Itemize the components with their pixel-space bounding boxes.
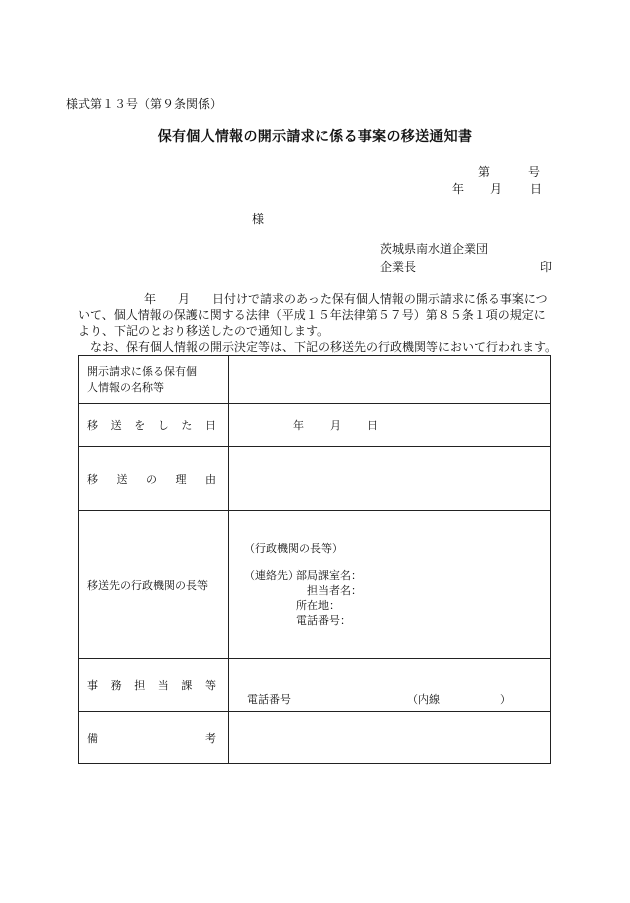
table-row bbox=[79, 447, 551, 511]
label-char: 等 bbox=[204, 679, 216, 692]
label-char: 担 bbox=[134, 679, 146, 692]
request-name-label-line1: 開示請求に係る保有個 bbox=[87, 364, 197, 378]
contact-person: 担当者名： bbox=[307, 584, 362, 597]
label-char: 事 bbox=[87, 679, 98, 692]
number-prefix: 第 bbox=[478, 165, 491, 179]
body-text-line2: いて、個人情報の保護に関する法律（平成１５年法律第５７号）第８５条１項の規定に bbox=[78, 308, 546, 322]
label-char: 課 bbox=[181, 679, 193, 692]
label-char: の bbox=[146, 472, 157, 486]
form-number: 様式第１３号（第９条関係） bbox=[66, 97, 223, 111]
label-char: 由 bbox=[205, 472, 216, 486]
table-row bbox=[79, 659, 551, 712]
issuer-head: 企業長 bbox=[380, 260, 417, 274]
date-month: 月 bbox=[490, 182, 503, 196]
request-name-value[interactable] bbox=[229, 356, 551, 404]
body-paragraph-2 bbox=[78, 339, 558, 355]
table-row bbox=[79, 356, 551, 404]
transfer-date-day: 日 bbox=[367, 419, 378, 432]
office-phone-label: 電話番号 bbox=[247, 693, 291, 706]
label-char: 移 bbox=[87, 472, 98, 486]
remarks-value[interactable] bbox=[229, 712, 551, 764]
body-year: 年 bbox=[144, 292, 157, 306]
table-row bbox=[79, 712, 551, 764]
contact-label: （連絡先） bbox=[244, 569, 299, 582]
table-row bbox=[79, 511, 551, 659]
label-char: 移 bbox=[87, 419, 98, 432]
contact-address: 所在地： bbox=[296, 599, 340, 612]
transfer-reason-label bbox=[79, 447, 229, 511]
label-char: 当 bbox=[157, 679, 169, 692]
body-paragraph-1 bbox=[78, 291, 552, 339]
office-in-charge-label bbox=[79, 659, 229, 712]
transfer-date-value[interactable] bbox=[229, 404, 551, 447]
destination-org-line: （行政機関の長等） bbox=[244, 542, 343, 555]
transfer-reason-value[interactable] bbox=[229, 447, 551, 511]
office-in-charge-value[interactable] bbox=[229, 659, 551, 712]
number-suffix: 号 bbox=[528, 165, 541, 179]
extension-close: ） bbox=[500, 693, 511, 706]
body-text-line3: より、下記のとおり移送したので通知します。 bbox=[78, 324, 330, 338]
transfer-details-table bbox=[78, 355, 551, 764]
label-char: を bbox=[134, 419, 146, 432]
body-month: 月 bbox=[178, 292, 191, 306]
destination-head-label bbox=[79, 511, 229, 659]
body-text-line1: 日付けで請求のあった保有個人情報の開示請求に係る事案につ bbox=[212, 292, 548, 306]
issuer-organization: 茨城県南水道企業団 bbox=[380, 242, 489, 256]
date-year: 年 bbox=[452, 182, 465, 196]
label-char: し bbox=[157, 419, 169, 432]
addressee-suffix: 様 bbox=[252, 212, 265, 226]
extension-open: （内線 bbox=[407, 693, 440, 706]
table-row bbox=[79, 404, 551, 447]
document-title: 保有個人情報の開示請求に係る事案の移送通知書 bbox=[157, 129, 473, 145]
label-char: 務 bbox=[110, 679, 122, 692]
label-char: 送 bbox=[110, 419, 122, 432]
destination-head-label-text: 移送先の行政機関の長等 bbox=[87, 578, 208, 592]
label-char: 送 bbox=[116, 472, 128, 486]
label-char: 日 bbox=[204, 419, 216, 432]
label-char: 備 bbox=[87, 731, 98, 745]
contact-dept: 部局課室名： bbox=[296, 569, 362, 582]
label-char: 理 bbox=[175, 472, 187, 486]
label-char: 考 bbox=[205, 731, 216, 745]
date-day: 日 bbox=[530, 182, 543, 196]
transfer-date-month: 月 bbox=[330, 419, 341, 432]
remarks-label bbox=[79, 712, 229, 764]
request-name-label-line2: 人情報の名称等 bbox=[87, 380, 164, 394]
transfer-date-label bbox=[79, 404, 229, 447]
body-p2-text: なお、保有個人情報の開示決定等は、下記の移送先の行政機関等において行われます。 bbox=[90, 340, 558, 354]
contact-phone: 電話番号： bbox=[296, 614, 351, 627]
destination-head-value[interactable] bbox=[229, 511, 551, 659]
seal-mark: 印 bbox=[540, 260, 553, 274]
label-char: た bbox=[181, 419, 193, 432]
request-name-label bbox=[79, 356, 229, 404]
transfer-date-year: 年 bbox=[293, 419, 304, 432]
